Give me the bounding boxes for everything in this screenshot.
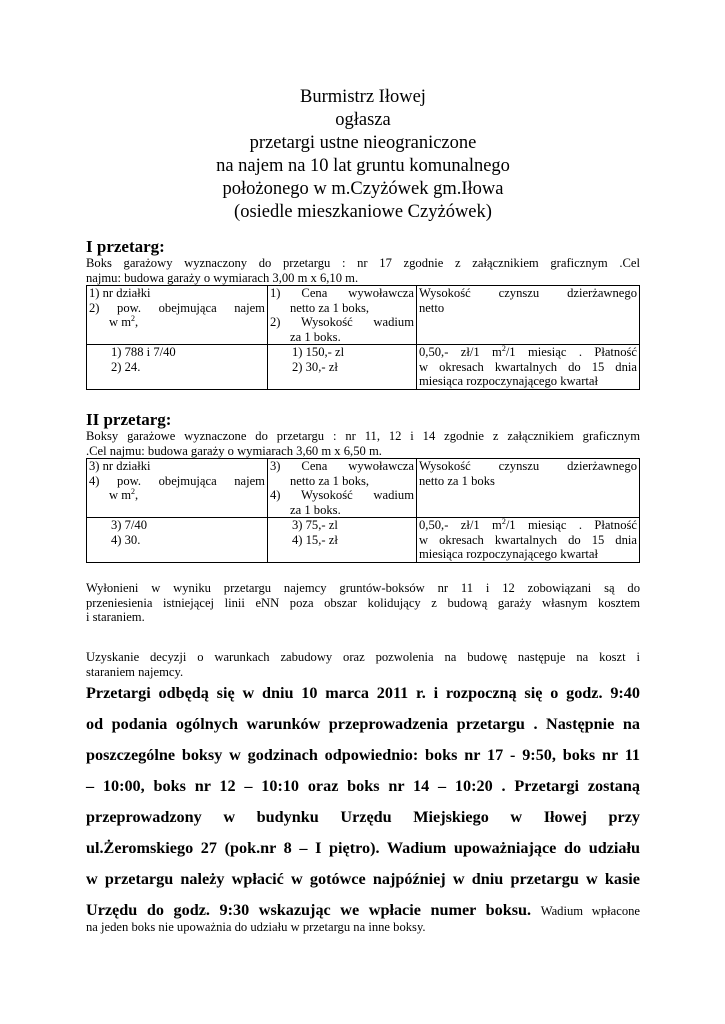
header-cell-price: 1) Cena wywoławcza netto za 1 boks, 2) Wysokość wadium za 1 boks. [268,286,417,345]
section-1-table [86,285,640,390]
section-1-desc-line-2: najmu: budowa garaży o wymiarach 3,00 m x 6,10 m. [86,270,359,285]
section-2-table [86,458,640,563]
cell-rent-values: 0,50,- zł/1 $m^2/1$ miesiąc . Płatność w okresach kwartalnych do 15 dnia miesiąca rozpoczynającego kwartał [417,345,640,390]
section-1-desc-line-1: Boks garażowy wyznaczony do przetargu : nr 17 zgodnie z załącznikiem graficznym .Cel [86,256,640,270]
header-cell-rent: Wysokość czynszu dzierżawnego netto za 1 boks [417,459,640,518]
cell-price-values: 3) 75,- zl 4) 15,- zł [268,518,417,563]
header-cell-rent: Wysokość czynszu dzierżawnego netto [417,286,640,345]
header-line-4: na najem na 10 lat gruntu komunalnego [216,156,510,176]
announcement-header [86,86,640,224]
header-line-1: Burmistrz Iłowej [300,87,426,107]
cell-price-values: 1) 150,- zl 2) 30,- zł [268,345,417,390]
section-2-title: II przetarg: [86,410,172,429]
header-cell-plot: 3) nr działki 4) pow. obejmująca najem w $m^2$, [87,459,268,518]
note-eNN-line: Wyłonieni w wyniku przetargu najemcy gruntów-boksów nr 11 i 12 zobowiązani są do przeniesienia istniejącej linii eNN poza obszar kolidujący z budową garaży własnym kosztem i staraniem. [86,581,640,624]
section-2 [86,410,640,563]
section-2-desc-line-2: .Cel najmu: budowa garaży o wymiarach 3,60 m x 6,50 m. [86,443,382,458]
section-2-desc-line-1: Boksy garażowe wyznaczone do przetargu : nr 11, 12 i 14 zgodnie z załącznikiem graficznym [86,429,640,443]
table-header-row [87,286,640,345]
header-line-5: położonego w m.Czyżówek gm.Iłowa [222,179,504,199]
table-header-row [87,459,640,518]
header-line-3: przetargi ustne nieograniczone [249,133,477,153]
cell-plot-values: 1) 788 i 7/40 2) 24. [87,345,268,390]
header-line-2: ogłasza [335,110,391,130]
tender-final-line: na jeden boks nie upoważnia do udziału w przetargu na inne boksy. [86,920,426,934]
section-1 [86,237,640,390]
note-permits: Uzyskanie decyzji o warunkach zabudowy oraz pozwolenia na budowę następuje na koszt i staraniem najemcy. [86,650,640,679]
header-line-6: (osiedle mieszkaniowe Czyżówek) [234,202,492,222]
cell-rent-values: 0,50,- zł/1 $m^2/1$ miesiąc . Płatność w okresach kwartalnych do 15 dnia miesiąca rozpoczynającego kwartał [417,518,640,563]
cell-plot-values: 3) 7/40 4) 30. [87,518,268,563]
header-cell-price: 3) Cena wywoławcza netto za 1 boks, 4) Wysokość wadium za 1 boks. [268,459,417,518]
header-cell-plot: 1) nr działki 2) pow. obejmująca najem w $m^2$, [87,286,268,345]
section-1-title: I przetarg: [86,237,165,256]
table-row [87,518,640,563]
tender-schedule-paragraph: Przetargi odbędą się w dniu 10 marca 2011 r. i rozpoczną się o godz. 9:40 od podania ogólnych warunków przeprowadzenia przetargu . Następnie na poszczególne boksy w godzinach odpowiednio: boks nr 17 - 9:50, boks nr 11 – 10:00, boks nr 12 – 10:10 oraz boks nr 14 – 10:20 . Przetargi zostaną przeprowadzony w budynku Urzędu Miejskiego w Iłowej przy ul.Żeromskiego 27 (pok.nr 8 – I piętro). Wadium upoważniające do udziału w przetargu należy wpłacić w gotówce najpóźniej w dniu przetargu w kasie Urzędu do godz. 9:30 wskazując we wpłacie numer boksu. Wadium wpłacone [86,684,640,919]
table-row [87,345,640,390]
